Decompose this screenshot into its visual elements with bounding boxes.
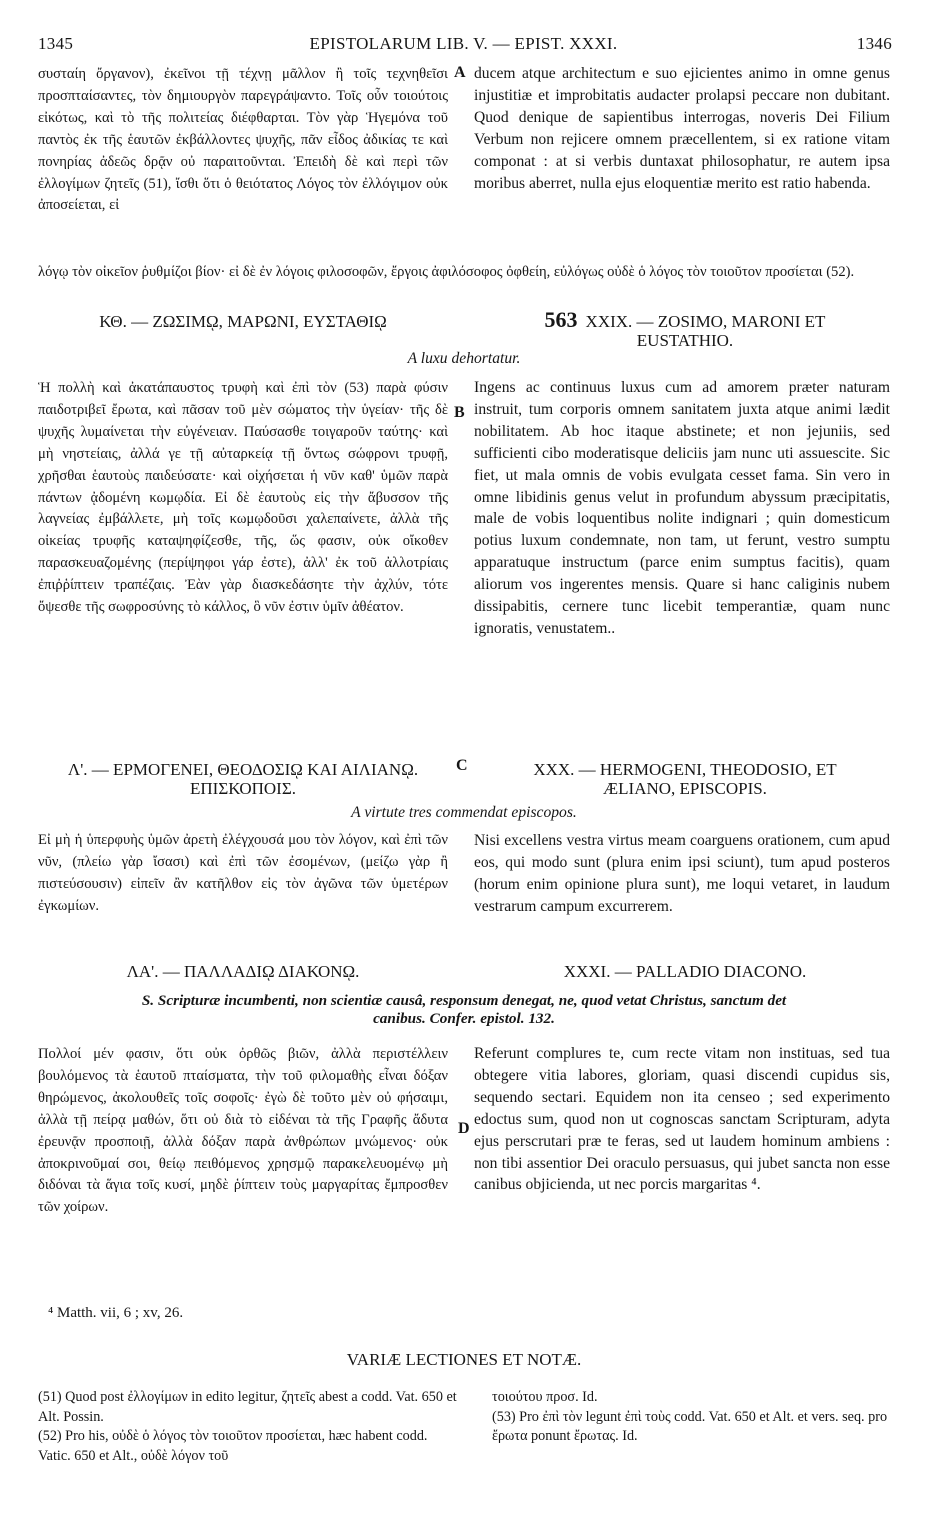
letter29-greek-title: ΚΘ. — ΖΩΣΙΜῼ, ΜΑΡΩΝΙ, ΕΥΣΤΑΘΙῼ	[99, 312, 387, 331]
note-52: (52) Pro his, οὐδὲ ὁ λόγος τὸν τοιοῦτον προσίεται, hæc habent codd. Vatic. 650 et Alt., οὐδὲ λόγον τοῦ	[38, 1428, 428, 1464]
letter31-greek-paragraph: Πολλοί μέν φασιν, ὅτι οὐκ ὀρθῶς βιῶν, ἀλλὰ περιστέλλειν βουλόμενος τὰ ἑαυτοῦ πταίσματα, τὴν τοῦ φιλομαθὴς εἶναι δόξαν θηρώμενος, ἀκολουθεῖς τοῖς σοφοῖς· ἐγὼ δὲ τοῦτο μὲν οὐ φήσαιμι, ἀλλὰ τῇ πείρᾳ μαθών, ὅτι οὐ διὰ τὸ εἰδέναι τὰ τῆς Γραφῆς ἄδυτα ἐρευνᾷν προσποιῇ, ἀλλὰ δόξαν παρὰ ἀνθρώπων μνώμενος· οὐκ ἀποκρινοῦμαί σοι, θείῳ πειθόμενος χρησμῷ παρακελευομένῳ μὴ διδόναι τὰ ἅγια τοῖς κυσί, μηδὲ ῥίπτειν τοὺς μαργαρίτας ἔμπροσθεν τῶν χοίρων.	[38, 1046, 448, 1216]
letter30-greek-paragraph: Εἰ μὴ ἡ ὑπερφυὴς ὑμῶν ἀρετὴ ἐλέγχουσά μου τὸν λόγον, καὶ ἐπὶ τῶν νῦν, (πλείω γὰρ ἴσασι) καὶ ἐπὶ τῶν ἐσομένων, (μείζω γὰρ ἢ πιστεύσουσιν) εἰπεῖν ἂν κατῆλθον εἰς τὸν ἀγῶνα τῶν ὑμετέρων ἐγκωμίων.	[38, 832, 448, 914]
letter29-latin-paragraph: Ingens ac continuus luxus cum ad amorem præter naturam instruit, tum corporis omnem sanitatem juxta atque animi lædit nobilitatem. Ab hoc itaque abstinete; et non jejuniis, sed sufficienti cibo moderatisque deliciis jam nunc uti assuescite. Sic fiet, ut mala omnis de vobis evulgata cesset fama. Sin vero in omne libidinis genus velut in profundum abyssum præcipitatis, male de vobis loquentibus nolite indignari ; quin domesticum potius luxum condemnate, non tam, ut ferunt, vestro sumptu apparatuque instructum (parce enim sumptus facitis), quam aliorum vos ingerentes mensis. Quare si hanc caliginis nubem dissipabitis, cernere tunc licebit temperantiæ, quam nunc ignoratis, venustatem..	[474, 379, 890, 637]
footnote: ⁴ Matth. vii, 6 ; xv, 26.	[48, 1305, 184, 1321]
letter31-greek-title: ΛΑ'. — ΠΑΛΛΑΔΙῼ ΔΙΑΚΟΝῼ.	[126, 962, 360, 981]
letter31-subtitle	[38, 992, 890, 1028]
letter29-latin-title	[480, 307, 890, 350]
running-title: EPISTOLARUM LIB. V. — EPIST. XXXI.	[309, 34, 618, 53]
letter30-greek-title	[38, 760, 448, 798]
notes-title: VARIÆ LECTIONES ET NOTÆ.	[346, 1350, 582, 1369]
letter30-greek-title-line1: Λ'. — ΕΡΜΟΓΕΝΕΙ, ΘΕΟΔΟΣΙῼ ΚΑΙ ΑΙΛΙΑΝῼ.	[67, 760, 419, 779]
top-greek-text	[38, 64, 448, 217]
letter30-latin-title	[480, 760, 890, 798]
letter29-greek-text	[38, 378, 448, 619]
letter30-latin-title-line1: XXX. — HERMOGENI, THEODOSIO, ET	[533, 760, 837, 779]
letter29-latin-text	[474, 377, 890, 640]
letter31-subtitle-line2: canibus. Confer. epistol. 132.	[373, 1010, 555, 1027]
top-latin-paragraph: ducem atque architectum e suo ejicientes animo in omne genus injustitiæ et improbitatis audacter prolapsi peccare non dubitant. Quod denique de sapientibus interrogas, noveris Dei Filium Verbum non rejicere omnem præcellentem, si ex ratione vitam componat : at si verbis duntaxat philosophatur, re autem ipsa moribus aberret, nulla ejus eloquentiæ merito est ratio habenda.	[474, 65, 890, 192]
letter29-latin-title-line2: EUSTATHIO.	[636, 331, 734, 350]
note-51: (51) Quod post ἐλλογίμων in edito legitur, ζητεῖς abest a codd. Vat. 650 et Alt. Possin.	[38, 1389, 457, 1425]
margin-marker-a: A	[454, 64, 466, 81]
letter31-latin-paragraph: Referunt complures te, cum recte vitam non instituas, sed tua obtegere vitia labores, gloriam, quasi discendi cupidus sis, sequendo sectari. Equidem non ita censeo ; sed experimento edoctus sum, quod non ut cognoscas sanctam Scripturam, adyta ejus perscrutari præ te feras, sed ut laudem hominum ambiens : non tibi assentior Dei oraculo persuasus, qui jubet sancta non esse canibus objicienda, ut nec porcis margaritas ⁴.	[474, 1045, 890, 1194]
letter31-subtitle-line1: S. Scripturæ incumbenti, non scientiæ causâ, responsum denegat, ne, quod vetat Christus, sanctum det	[141, 992, 787, 1009]
note-52-continued: τοιούτου προσ. Id.	[492, 1389, 598, 1405]
margin-marker-c: C	[456, 757, 468, 774]
column-number: 563	[544, 307, 578, 332]
margin-marker-d: D	[458, 1120, 470, 1137]
notes-right-column	[492, 1388, 890, 1447]
letter30-latin-title-line2: ÆLIANO, EPISCOPIS.	[603, 779, 767, 798]
letter29-subtitle: A luxu dehortatur.	[407, 350, 521, 367]
letter30-greek-title-line2: ΕΠΙΣΚΟΠΟΙΣ.	[190, 779, 296, 798]
letter30-latin-text	[474, 830, 890, 918]
top-greek-full-paragraph: λόγῳ τὸν οἰκεῖον ῥυθμίζοι βίον· εἰ δὲ ἐν λόγοις φιλοσοφῶν, ἔργοις ἀφιλόσοφος ὀφθείη, εὐλόγως οὐδὲ ὁ λόγος τὸν τοιοῦτον προσίεται (52).	[38, 264, 855, 280]
letter30-subtitle: A virtute tres commendat episcopos.	[351, 804, 577, 821]
letter31-latin-text	[474, 1043, 890, 1196]
left-page-number: 1345	[38, 34, 74, 53]
right-page-number: 1346	[856, 34, 892, 53]
letter30-greek-text	[38, 830, 448, 918]
note-53: (53) Pro ἐπὶ τὸν legunt ἐπὶ τοὺς codd. Vat. 650 et Alt. et vers. seq. pro ἔρωτα ponunt ἔρωτας. Id.	[492, 1408, 888, 1444]
letter29-greek-paragraph: Ἡ πολλὴ καὶ ἀκατάπαυστος τρυφὴ καὶ ἐπὶ τὸν (53) παρὰ φύσιν παιδοτριβεῖ ἔρωτα, καὶ πᾶσαν τοῦ μὲν σώματος τὴν ὑγείαν· τῆς δὲ ψυχῆς λυμαίνεται τὴν εὐγένειαν. Παύσασθε τοιγαροῦν ταύτης· καὶ μὴ νηστείαις, ἀλλά γε τῇ αὐταρκείᾳ τῇ ὄντως σώφρονι τρυφῇ, χρῆσθαι ἑαυτοὺς παιδεύσατε· καὶ οἰχήσεται ἡ νῦν καθ' ὑμῶν παρὰ πάντων ᾀδομένη κωμῳδία. Εἰ δὲ ἑαυτοὺς εἰς τὴν ἄβυσσον τῆς λαγνείας ἐμβάλλετε, μὴ τοῖς κωμῳδοῦσι χαλεπαίνετε, ἀλλὰ τῆς οἰκείας τρυφῆς καταψηφίζεσθε, τῆς, ὥς φασιν, οὐκ οἴκοθεν παρασκευαζομένης (περίψηφοι γάρ ἐστε), ἀλλ' ἐκ τοῦ ἀλλοτρίαις ἐπιῤῥίπτειν τραπέζαις. Ἐὰν γὰρ διασκεδάσητε τὴν ἀχλύν, τότε ὄψεσθε τῆς σωφροσύνης τὸ κάλλος, ὃ νῦν ἐστιν ὑμῖν ἀθέατον.	[38, 380, 448, 616]
letter31-latin-title: XXXI. — PALLADIO DIACONO.	[563, 962, 807, 981]
top-latin-text	[474, 63, 890, 194]
top-greek-paragraph: συσταίη ὄργανον), ἐκεῖνοι τῇ τέχνῃ μᾶλλον ἢ τοῖς τεχνηθεῖσι προσπταίσαντες, τὸν δημιουργὸν παρεγράψαντο. Τοῖς οὖν τοιούτοις εἰκότως, καὶ τὸ τῆς πολιτείας διέφθαρται. Τὸν γὰρ Ἡγεμόνα τοῦ παντὸς ἐκ τῆς ἑαυτῶν ἐκβάλλοντες ψυχῆς, πᾶν εἶδος ἀδικίας τε καὶ πονηρίας ἀδεῶς δρᾷν οὐ παραιτοῦνται. Ἐπειδὴ δὲ καὶ περὶ τῶν ἐλλογίμων ζητεῖς (51), ἴσθι ὅτι ὁ θειότατος Λόγος τὸν ἐλλόγιμον οὐκ ἀποσείεται, εἰ	[38, 66, 448, 214]
margin-marker-b: B	[454, 404, 465, 421]
letter29-latin-title-line1: XXIX. — ZOSIMO, MARONI ET	[585, 312, 826, 331]
letter30-latin-paragraph: Nisi excellens vestra virtus meam coarguens orationem, cum apud eos, qui modo sunt (plura enim ipsi sciunt), tum apud posteros (horum enim opinione plura sunt), me loqui vetaret, in laudum vestrarum campum excurrerem.	[474, 832, 890, 915]
notes-left-column	[38, 1388, 458, 1466]
top-greek-fullwidth	[38, 262, 890, 284]
letter31-greek-text	[38, 1044, 448, 1219]
